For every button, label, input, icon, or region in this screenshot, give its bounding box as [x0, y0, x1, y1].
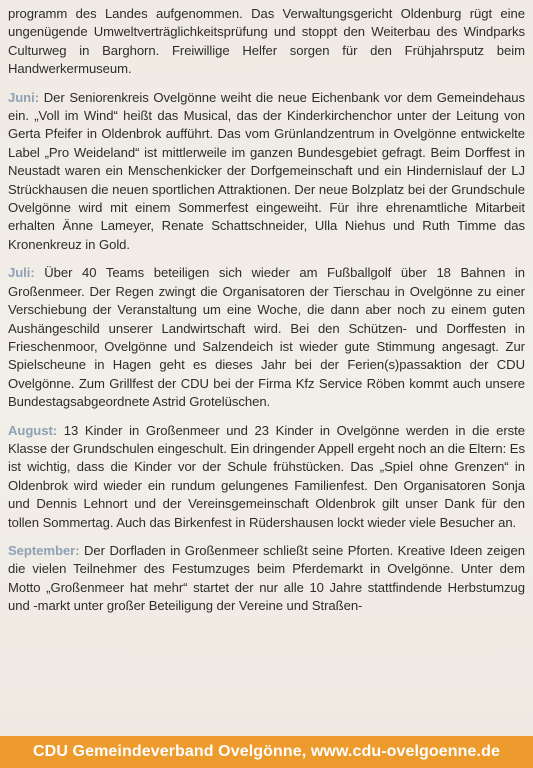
paragraph-text-july: Über 40 Teams beteiligen sich wieder am Fußballgolf über 18 Bahnen in Großenmeer. Der Regen zwingt die Organisatoren der Tierschau in Ovelgönne zu einer Verschiebung der Veranstaltung um eine Woche, die dann aber noch zu einem guten Aushängeschild unserer Landwirtschaft wird. Bei den Schützen- und Dorffesten in Frieschenmoor, Ovelgönne und Salzendeich ist wieder gute Stimmung angesagt. Zur Spielscheune in Hagen geht es dieses Jahr bei der Ferien(s)passaktion der CDU Ovelgönne. Zum Grillfest der CDU bei der Firma Kfz Service Röben kommt auch unsere Bundestagsabgeordnete Astrid Grotelüschen. [8, 265, 526, 410]
paragraph-text-june: Der Seniorenkreis Ovelgönne weiht die neue Eichenbank vor dem Gemeindehaus ein. „Voll im Wind“ heißt das Musical, das der Kinderkirchenchor unter der Leitung von Gerta Pfeifer in Oldenbrok aufführt. Das vom Grünlandzentrum in Ovelgönne entwickelte Label „Pro Weideland“ ist mittlerweile im ganzen Bundesgebiet gefragt. Beim Dorffest in Neustadt waren ein Menschenkicker der Dorfgemeinschaft und ein Hindernislauf der LJ Strückhausen die neuen sportlichen Attraktionen. Der neue Bolzplatz bei der Grundschule Ovelgönne wird mit einem Sommerfest eingeweiht. Für ihre ehrenamtliche Mitarbeit erhalten Änne Lameyer, Renate Schattschneider, Ulla Niehus und Ruth Timme das Kronenkreuz in Gold. [8, 89, 525, 252]
paragraph-september [8, 542, 525, 616]
paragraph-text-august: 13 Kinder in Großenmeer und 23 Kinder in Ovelgönne werden in die erste Klasse der Grundschulen eingeschult. Ein dringender Appell ergeht noch an die Eltern: Es ist wichtig, dass die Kinder vor der Schule frühstücken. Das „Spiel ohne Grenzen“ in Oldenbrok wird wieder ein rundum gelungenes Familienfest. Den Organisatoren Sonja und Dennis Lehnort und der Vereinsgemeinschaft Oldenbrok gilt unser Dank für den tollen Sommertag. Auch das Birkenfest in Rüdershausen lockt wieder viele Besucher an. [8, 422, 525, 530]
paragraph-june [8, 89, 525, 255]
article-body [8, 5, 525, 626]
paragraph-text: programm des Landes aufgenommen. Das Verwaltungsgericht Oldenburg rügt eine ungenügende Umweltverträglichkeitsprüfung und stoppt den Weiterbau des Windparks Culturweg in Barghorn. Freiwillige Helfer sorgen für den Frühjahrsputz beim Handwerkermuseum. [8, 6, 525, 77]
month-label-july: Juli: [8, 265, 35, 281]
month-label-september: September: [8, 542, 80, 558]
paragraph-july [8, 264, 525, 411]
month-label-june: Juni: [8, 89, 40, 105]
paragraph-intro [8, 5, 525, 79]
month-label-august: August: [8, 422, 58, 438]
paragraph-august [8, 422, 525, 532]
footer-banner [0, 736, 533, 768]
footer-text: CDU Gemeindeverband Ovelgönne, www.cdu-ovelgoenne.de [33, 743, 500, 760]
paragraph-text-september: Der Dorfladen in Großenmeer schließt seine Pforten. Kreative Ideen zeigen die vielen Teilnehmer des Festumzuges beim Pferdemarkt in Ovelgönne. Unter dem Motto „Großenmeer hat mehr“ startet der nur alle 10 Jahre stattfindende Herbstumzug und -markt unter großer Beteiligung der Vereine und Straßen- [8, 542, 526, 614]
